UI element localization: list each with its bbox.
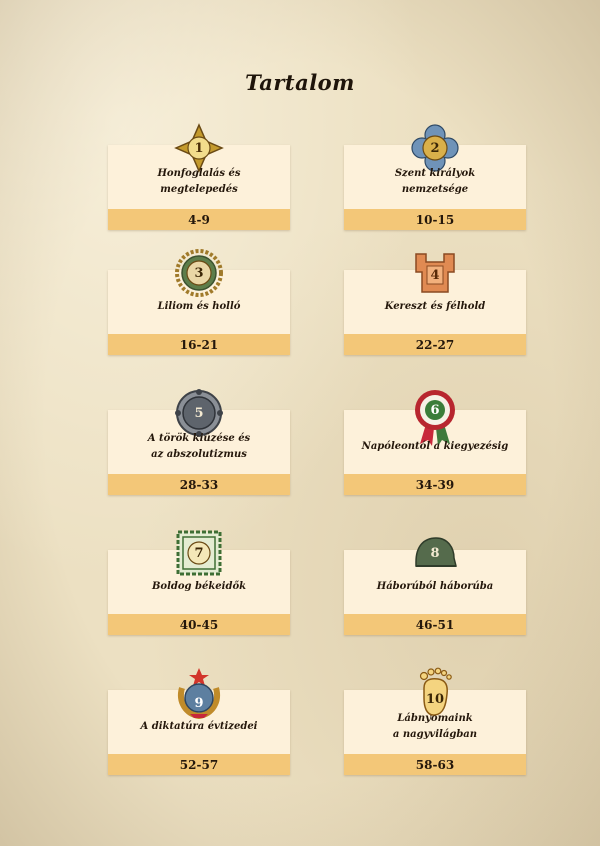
- chapter-number: 9: [194, 695, 204, 711]
- chapter-card-1[interactable]: [108, 140, 290, 230]
- chapter-title: Boldog békeidők: [151, 581, 247, 592]
- chapter-pages: 46-51: [344, 614, 526, 635]
- chapter-card-4[interactable]: [344, 267, 526, 355]
- chapter-title: Kereszt és félhold: [384, 301, 486, 312]
- chapter-pages: 52-57: [108, 754, 290, 775]
- chapter-pages: 34-39: [344, 474, 526, 495]
- chapter-number: 2: [430, 140, 440, 156]
- chapter-card-6[interactable]: [344, 402, 526, 495]
- chapter-number: 8: [430, 545, 440, 561]
- page-title: Tartalom: [245, 70, 355, 95]
- chapter-number: 3: [194, 265, 204, 281]
- chapter-card-5[interactable]: [108, 405, 290, 495]
- chapter-pages: 10-15: [344, 209, 526, 230]
- chapter-number: 6: [430, 402, 440, 418]
- chapter-pages: 58-63: [344, 754, 526, 775]
- chapter-title: Szent királyok nemzetsége: [394, 168, 476, 195]
- chapter-number: 4: [430, 267, 440, 283]
- chapter-card-8[interactable]: [344, 545, 526, 635]
- chapter-number: 5: [194, 405, 204, 421]
- chapter-pages: 22-27: [344, 334, 526, 355]
- chapter-card-10[interactable]: [344, 690, 526, 775]
- chapter-number: 7: [194, 545, 204, 561]
- chapter-number: 10: [425, 691, 445, 707]
- chapter-title: Lábnyomaink a nagyvilágban: [392, 713, 478, 740]
- chapter-title: A török kiűzése és az abszolutizmus: [147, 433, 251, 460]
- chapter-title: Napóleontól a kiegyezésig: [361, 441, 509, 452]
- chapter-card-3[interactable]: [108, 265, 290, 355]
- chapter-title: Liliom és holló: [157, 301, 241, 312]
- chapter-card-9[interactable]: [108, 690, 290, 775]
- chapter-number: 1: [194, 140, 204, 156]
- chapter-pages: 4-9: [108, 209, 290, 230]
- chapter-pages: 40-45: [108, 614, 290, 635]
- chapter-pages: 28-33: [108, 474, 290, 495]
- chapter-title: Honfoglalás és megtelepedés: [157, 168, 241, 195]
- chapter-title: Háborúból háborúba: [376, 581, 494, 592]
- chapter-card-7[interactable]: [108, 545, 290, 635]
- chapter-pages: 16-21: [108, 334, 290, 355]
- chapter-title: A diktatúra évtizedei: [140, 721, 258, 732]
- chapter-card-2[interactable]: [344, 140, 526, 230]
